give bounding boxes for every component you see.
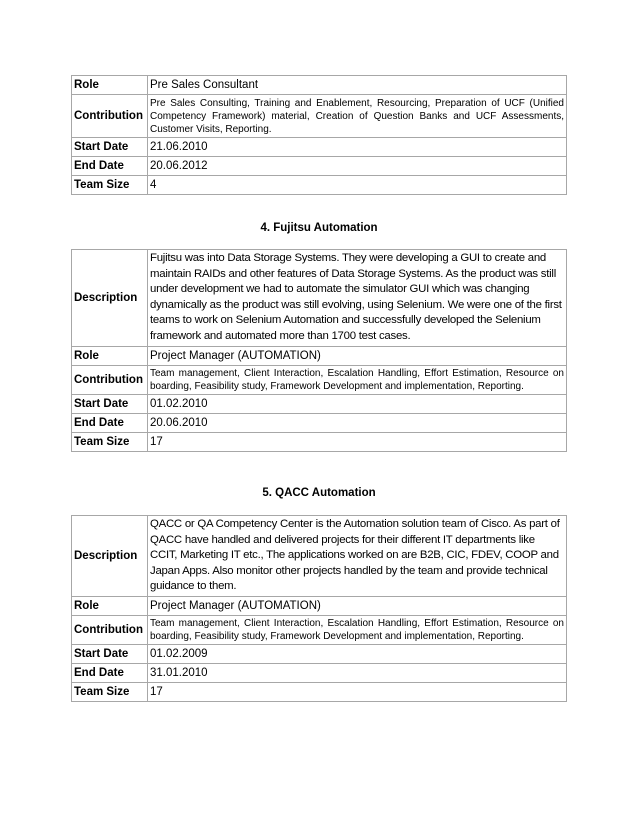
- contribution-value: Team management, Client Interaction, Escalation Handling, Effort Estimation, Resource on boarding, Feasibility study, Framework Development and implementation, Reporting.: [148, 365, 567, 394]
- end-date-label: End Date: [72, 663, 148, 682]
- project-table-fujitsu: [71, 249, 567, 452]
- table-row: [72, 346, 567, 365]
- table-row: [72, 644, 567, 663]
- team-size-label: Team Size: [72, 682, 148, 701]
- role-value: Project Manager (AUTOMATION): [148, 596, 567, 615]
- role-value: Project Manager (AUTOMATION): [148, 346, 567, 365]
- description-value: Fujitsu was into Data Storage Systems. They were developing a GUI to create and maintain RAIDs and other features of Data Storage Systems. As the product was still under development we had to automate the simulator GUI which was changing dynamically as the product was still evolving, using Selenium. We were one of the first teams to work on Selenium Automation and successfully developed the Selenium framework and automated more than 1700 test cases.: [148, 250, 567, 347]
- project-table-qacc: [71, 515, 567, 702]
- role-label: Role: [72, 346, 148, 365]
- start-date-value: 01.02.2010: [148, 394, 567, 413]
- contribution-label: Contribution: [72, 95, 148, 138]
- table-row: [72, 365, 567, 394]
- table-row: [72, 250, 567, 347]
- table-row: [72, 682, 567, 701]
- contribution-value: Pre Sales Consulting, Training and Enablement, Resourcing, Preparation of UCF (Unified Competency Framework) material, Creation of Question Banks and UCF Assessments, Customer Visits, Reporting.: [148, 95, 567, 138]
- end-date-label: End Date: [72, 413, 148, 432]
- section-heading-fujitsu: 4. Fujitsu Automation: [260, 222, 378, 234]
- table-row: [72, 394, 567, 413]
- end-date-value: 20.06.2012: [148, 157, 567, 176]
- end-date-label: End Date: [72, 157, 148, 176]
- team-size-value: 4: [148, 176, 567, 195]
- table-row: [72, 157, 567, 176]
- end-date-value: 31.01.2010: [148, 663, 567, 682]
- table-row: [72, 138, 567, 157]
- start-date-label: Start Date: [72, 138, 148, 157]
- table-row: [72, 516, 567, 597]
- role-value: Pre Sales Consultant: [148, 76, 567, 95]
- start-date-value: 21.06.2010: [148, 138, 567, 157]
- description-label: Description: [72, 250, 148, 347]
- end-date-value: 20.06.2010: [148, 413, 567, 432]
- start-date-label: Start Date: [72, 644, 148, 663]
- table-row: [72, 176, 567, 195]
- table-row: [72, 432, 567, 451]
- project-table-presales: [71, 75, 567, 195]
- team-size-label: Team Size: [72, 432, 148, 451]
- contribution-label: Contribution: [72, 615, 148, 644]
- table-row: [72, 615, 567, 644]
- section-heading-qacc: 5. QACC Automation: [262, 487, 376, 499]
- table-row: [72, 663, 567, 682]
- team-size-label: Team Size: [72, 176, 148, 195]
- role-label: Role: [72, 76, 148, 95]
- start-date-value: 01.02.2009: [148, 644, 567, 663]
- contribution-label: Contribution: [72, 365, 148, 394]
- description-label: Description: [72, 516, 148, 597]
- table-row: [72, 596, 567, 615]
- start-date-label: Start Date: [72, 394, 148, 413]
- role-label: Role: [72, 596, 148, 615]
- table-row: [72, 413, 567, 432]
- description-value: QACC or QA Competency Center is the Automation solution team of Cisco. As part of QACC have handled and delivered projects for their different IT departments like CCIT, Marketing IT etc., The applications worked on are B2B, CIC, FDEV, COOP and Japan Apps. Also monitor other projects handled by the team and provide technical guidance to them.: [148, 516, 567, 597]
- team-size-value: 17: [148, 682, 567, 701]
- contribution-value: Team management, Client Interaction, Escalation Handling, Effort Estimation, Resource on boarding, Feasibility study, Framework Development and implementation, Reporting.: [148, 615, 567, 644]
- table-row: [72, 76, 567, 95]
- team-size-value: 17: [148, 432, 567, 451]
- table-row: [72, 95, 567, 138]
